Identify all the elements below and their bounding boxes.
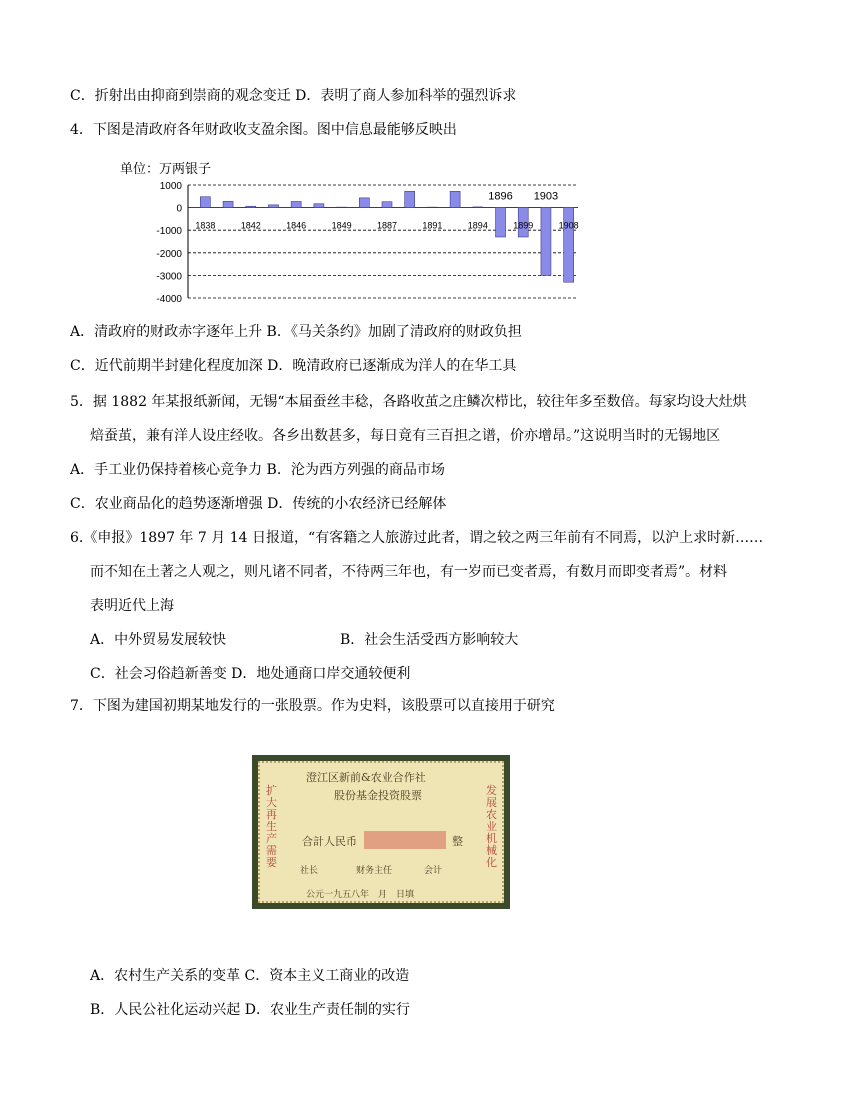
bar [223, 201, 233, 207]
bar [564, 208, 574, 283]
bar [450, 191, 460, 207]
q4-options-cd: C．近代前期半封建化程度加深 D．晚清政府已逐渐成为洋人的在华工具 [70, 358, 517, 374]
chart-title: 单位：万两银子 [120, 161, 212, 176]
y-tick-label: -2000 [156, 248, 182, 260]
x-tick-label: 1899 [513, 220, 534, 231]
bar [291, 201, 301, 207]
x-tick-label-top: 1903 [533, 190, 559, 203]
bar [359, 198, 369, 208]
q3-options-cd: C．折射出由抑商到崇商的观念变迁 D．表明了商人参加科举的强烈诉求 [70, 88, 517, 104]
q6-stem-3: 表明近代上海 [90, 598, 174, 614]
bar [405, 191, 415, 207]
y-tick-label: -3000 [156, 271, 182, 283]
x-tick-label: 1891 [422, 220, 443, 231]
q6-option-b: B．社会生活受西方影响较大 [340, 632, 519, 648]
bar [246, 206, 256, 207]
bar [382, 202, 392, 208]
x-tick-label: 1849 [331, 220, 352, 231]
y-tick-label: 0 [176, 203, 182, 215]
stock-date-line: 公元一九五八年 月 日填 [306, 890, 415, 900]
q5-options-ab: A．手工业仍保持着核心竞争力 B．沦为西方列强的商品市场 [70, 462, 445, 478]
q6-option-a: A．中外贸易发展较快 [90, 632, 227, 648]
bar [268, 205, 278, 208]
bar [473, 207, 483, 208]
x-tick-label: 1842 [240, 220, 261, 231]
x-tick-label: 1846 [286, 220, 307, 231]
stock-signer-1: 社长 [300, 866, 319, 876]
q4-stem: 4．下图是清政府各年财政收支盈余图。图中信息最能够反映出 [70, 122, 457, 138]
y-tick-label: -4000 [156, 294, 182, 305]
stock-signer-3: 会计 [424, 866, 443, 876]
q5-stem-2: 焙蚕茧，兼有洋人设庄经收。各乡出数甚多，每日竟有三百担之谱，价亦增昂。”这说明当时的无锡地区 [90, 428, 721, 444]
stock-certificate-image [252, 755, 510, 909]
stock-amount-suffix: 整 [452, 835, 463, 848]
stock-signer-2: 财务主任 [356, 866, 393, 876]
x-tick-label-top: 1896 [488, 190, 513, 203]
q6-stem-2: 而不知在土著之人观之，则凡诸不同者，不待两三年也，有一岁而已变者焉，有数月而即变者焉”。材料 [90, 564, 728, 580]
bar [496, 208, 506, 237]
q7-options-bd: B．人民公社化运动兴起 D．农业生产责任制的实行 [90, 1002, 410, 1018]
q7-stem: 7．下图为建国初期某地发行的一张股票。作为史料，该股票可以直接用于研究 [70, 698, 555, 714]
fiscal-surplus-chart [110, 158, 580, 308]
q5-stem-1: 5．据 1882 年某报纸新闻，无锡“本届蚕丝丰稔，各路收茧之庄鳞次栉比，较往年多至数倍。每家均设大灶烘 [70, 394, 747, 410]
x-tick-label: 1887 [376, 220, 398, 231]
bar [314, 204, 324, 208]
stock-left-slogan: 扩大再生产需要 [266, 784, 277, 869]
bar [200, 197, 210, 208]
stock-amount-field [364, 831, 446, 849]
y-tick-label: -1000 [156, 226, 182, 238]
stock-total-label: 合計人民币 [302, 835, 357, 848]
stock-title: 股份基金投资股票 [334, 789, 422, 802]
q5-options-cd: C．农业商品化的趋势逐渐增强 D．传统的小农经济已经解体 [70, 496, 447, 512]
y-tick-label: 1000 [159, 181, 182, 192]
q7-options-ac: A．农村生产关系的变革 C．资本主义工商业的改造 [90, 968, 410, 984]
bar [541, 208, 551, 276]
stock-header: 澄江区新前&农业合作社 [306, 771, 426, 784]
x-tick-label: 1838 [195, 220, 216, 231]
q6-stem-1: 6.《申报》1897 年 7 月 14 日报道，“有客籍之人旅游过此者，谓之较之两三年前有不同焉，以沪上求时新…… [70, 530, 764, 546]
x-tick-label: 1894 [467, 220, 488, 231]
stock-right-slogan: 发展农业机械化 [486, 784, 497, 869]
q4-options-ab: A．清政府的财政赤字逐年上升 B．《马关条约》加剧了清政府的财政负担 [70, 324, 522, 340]
x-tick-label: 1908 [558, 220, 579, 231]
q6-options-cd: C．社会习俗趋新善变 D．地处通商口岸交通较便利 [90, 666, 411, 682]
